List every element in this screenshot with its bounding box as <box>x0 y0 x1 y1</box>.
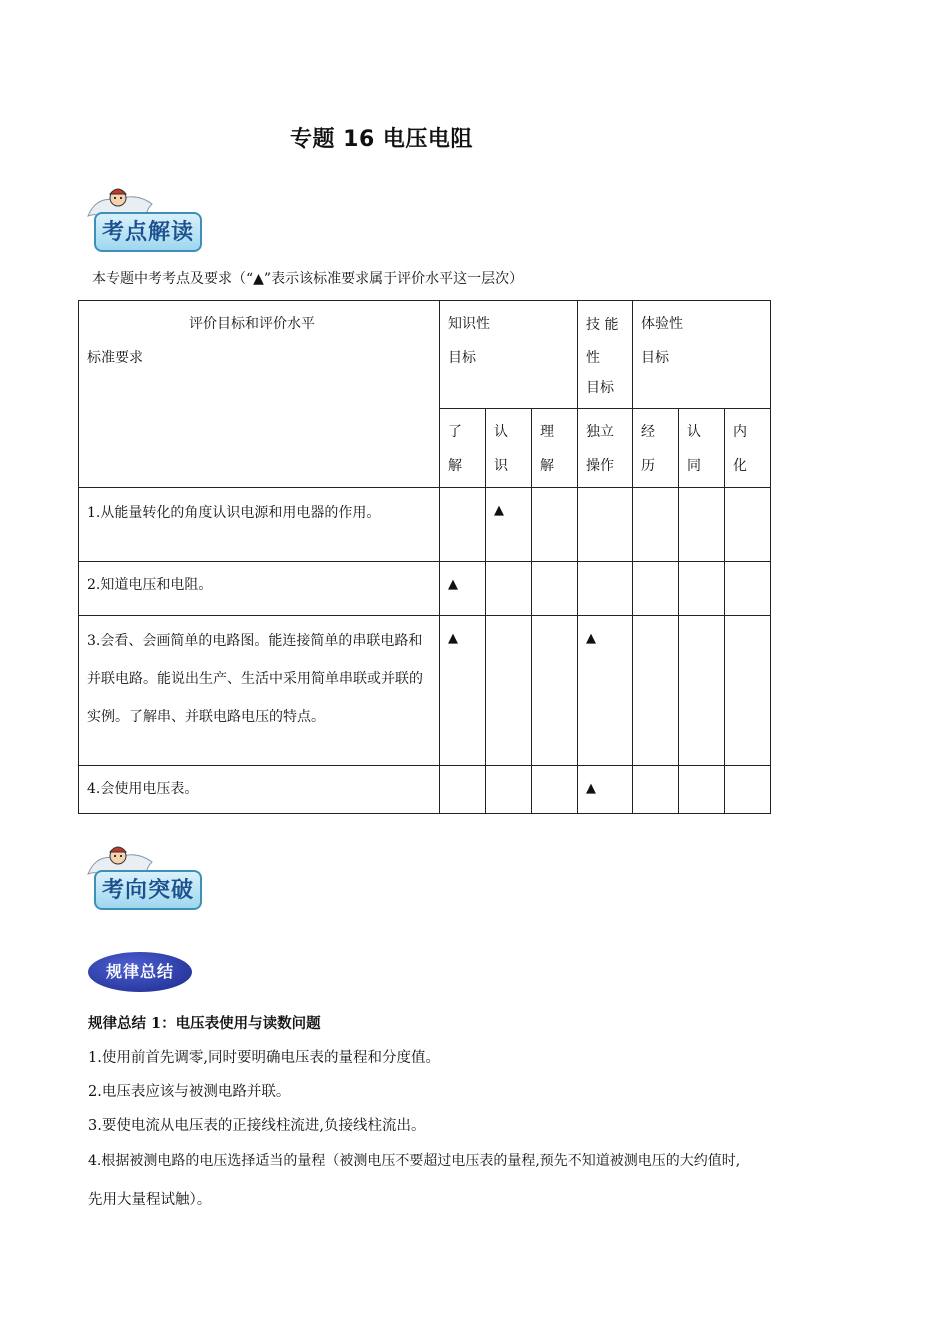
table-row <box>79 488 771 562</box>
row-mark <box>532 616 578 766</box>
section-badge-kaodian <box>86 186 206 256</box>
row-mark: ▲ <box>440 562 486 616</box>
row-mark <box>532 562 578 616</box>
row-mark: ▲ <box>578 616 633 766</box>
rule-item: 3.要使电流从电压表的正接线柱流进,负接线柱流出。 <box>88 1118 426 1134</box>
rule-summary-badge: 规律总结 <box>88 952 192 992</box>
row-mark <box>679 616 725 766</box>
sub-header: 认 识 <box>486 409 532 488</box>
row-mark <box>440 766 486 814</box>
row-mark: ▲ <box>486 488 532 562</box>
header-main-line2: 标准要求 <box>87 350 143 366</box>
row-mark <box>532 766 578 814</box>
row-mark <box>633 616 679 766</box>
section-badge-label: 考向突破 <box>94 870 202 910</box>
sub-header: 独立 操作 <box>578 409 633 488</box>
intro-text: 本专题中考考点及要求（“▲”表示该标准要求属于评价水平这一层次） <box>92 271 524 287</box>
rule-item: 4.根据被测电路的电压选择适当的量程（被测电压不要超过电压表的量程,预先不知道被测电压的大约值时, <box>88 1153 741 1169</box>
row-mark <box>679 488 725 562</box>
group-skill <box>578 301 633 409</box>
standards-table <box>78 300 771 814</box>
row-text: 1.从能量转化的角度认识电源和用电器的作用。 <box>79 488 440 562</box>
row-mark <box>725 488 771 562</box>
row-mark <box>440 488 486 562</box>
page-title: 专题 16 电压电阻 <box>290 127 473 152</box>
row-mark <box>725 562 771 616</box>
group-skill-line3: 目标 <box>586 380 614 396</box>
group-knowledge-line1: 知识性 <box>448 316 490 332</box>
table-row <box>79 766 771 814</box>
row-mark <box>532 488 578 562</box>
group-knowledge <box>440 301 578 409</box>
group-experience-line2: 目标 <box>641 350 669 366</box>
row-mark: ▲ <box>578 766 633 814</box>
row-mark <box>679 766 725 814</box>
sub-header: 了 解 <box>440 409 486 488</box>
section-badge-kaoxiang <box>86 844 206 914</box>
row-mark <box>679 562 725 616</box>
row-mark <box>578 562 633 616</box>
rule-item: 2.电压表应该与被测电路并联。 <box>88 1084 291 1100</box>
row-text: 3.会看、会画简单的电路图。能连接简单的串联电路和并联电路。能说出生产、生活中采用简单串联或并联的实例。了解串、并联电路电压的特点。 <box>79 616 440 766</box>
rule-heading: 规律总结 1：电压表使用与读数问题 <box>88 1015 321 1032</box>
row-mark <box>725 616 771 766</box>
group-skill-line2: 性 <box>586 350 600 366</box>
section-badge-label: 考点解读 <box>94 212 202 252</box>
rule-item-continued: 先用大量程试触）。 <box>88 1192 212 1208</box>
table-row <box>79 616 771 766</box>
sub-header: 理 解 <box>532 409 578 488</box>
row-mark <box>486 562 532 616</box>
row-mark <box>486 766 532 814</box>
row-mark <box>578 488 633 562</box>
sub-header: 经 历 <box>633 409 679 488</box>
group-knowledge-line2: 目标 <box>448 350 476 366</box>
row-mark <box>486 616 532 766</box>
table-row <box>79 562 771 616</box>
row-mark <box>633 766 679 814</box>
sub-header: 认 同 <box>679 409 725 488</box>
group-skill-line1: 技 能 <box>586 317 619 333</box>
row-mark <box>633 488 679 562</box>
row-text: 4.会使用电压表。 <box>79 766 440 814</box>
row-mark <box>633 562 679 616</box>
row-mark: ▲ <box>440 616 486 766</box>
header-main-cell <box>79 301 440 488</box>
row-text: 2.知道电压和电阻。 <box>79 562 440 616</box>
group-experience-line1: 体验性 <box>641 316 683 332</box>
sub-header: 内 化 <box>725 409 771 488</box>
header-main-line1: 评价目标和评价水平 <box>189 316 315 332</box>
rule-item: 1.使用前首先调零,同时要明确电压表的量程和分度值。 <box>88 1050 440 1066</box>
row-mark <box>725 766 771 814</box>
group-experience <box>633 301 771 409</box>
